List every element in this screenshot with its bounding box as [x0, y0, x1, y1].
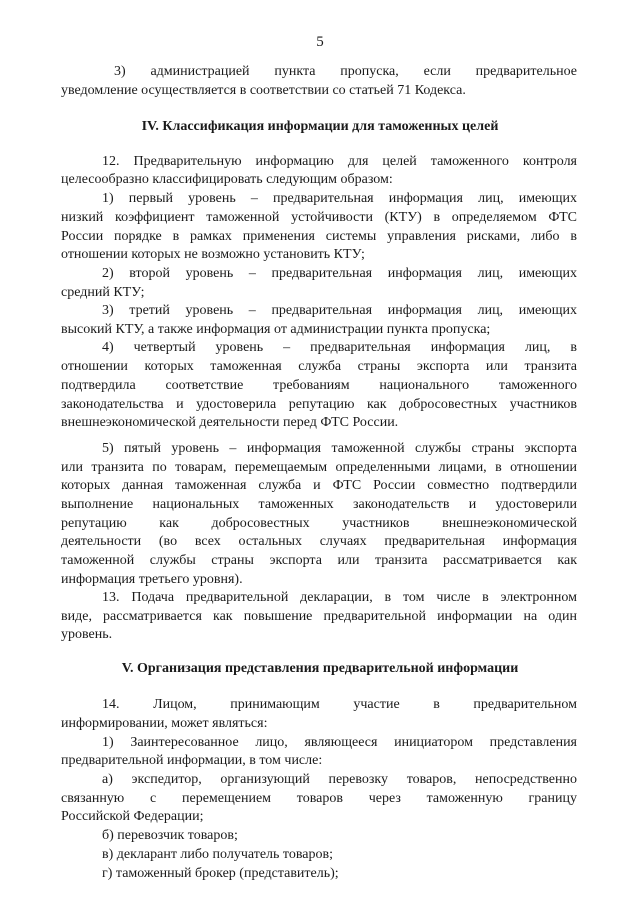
text-line: а) экспедитор, организующий перевозку товаров, непосредственно — [102, 772, 577, 787]
text-line: 3) третий уровень – предварительная информация лиц, имеющих — [102, 303, 577, 318]
text-line: отношении которых не возможно установить КТУ; — [61, 247, 365, 262]
text-line: высокий КТУ, а также информация от администрации пункта пропуска; — [61, 322, 491, 337]
text-line: 1) первый уровень – предварительная информация лиц, имеющих — [102, 191, 577, 206]
text-line: 5) пятый уровень – информация таможенной службы страны экспорта — [102, 441, 577, 456]
text-line: виде, рассматривается как повышение предварительной информации на один — [61, 609, 577, 624]
text-line: или транзита по товарам, перемещаемым определенными лицами, в отношении — [61, 460, 577, 475]
text-line: информация третьего уровня). — [61, 572, 243, 587]
text-line: выполнение национальных таможенных законодательств и удостоверили — [61, 497, 577, 512]
text-line: внешнеэкономической деятельности перед ФТС России. — [61, 415, 399, 430]
text-line: 2) второй уровень – предварительная информация лиц, имеющих — [102, 266, 577, 281]
text-line: б) перевозчик товаров; — [102, 828, 238, 843]
text-line: уровень. — [61, 627, 113, 642]
text-line: которых данная таможенная служба и ФТС России совместно подтвердили — [61, 478, 577, 493]
text-line: г) таможенный брокер (представитель); — [102, 866, 339, 881]
text-line: отношении которых таможенная служба страны экспорта или транзита — [61, 359, 577, 374]
text-line: 3) администрацией пункта пропуска, если предварительное — [114, 64, 577, 79]
text-line: 13. Подача предварительной декларации, в том числе в электронном — [102, 590, 577, 605]
text-line: предварительной информации, в том числе: — [61, 753, 323, 768]
text-line: в) декларант либо получатель товаров; — [102, 847, 333, 862]
text-line: целесообразно классифицировать следующим образом: — [61, 172, 393, 187]
text-line: 14. Лицом, принимающим участие в предварительном — [102, 697, 577, 712]
text-line: деятельности (во всех остальных случаях предварительная информация — [61, 534, 577, 549]
section-heading-v: V. Организация представления предварительной информации — [121, 661, 519, 676]
text-line: России порядке в рамках применения системы управления рисками, либо в — [61, 229, 577, 244]
text-line: связанную с перемещением товаров через таможенную границу — [61, 791, 577, 806]
text-line: низкий коэффициент таможенной устойчивости (КТУ) в определяемом ФТС — [61, 210, 577, 225]
text-line: средний КТУ; — [61, 285, 145, 300]
text-line: 1) Заинтересованное лицо, являющееся инициатором представления — [102, 735, 577, 750]
text-line: 12. Предварительную информацию для целей таможенного контроля — [102, 154, 577, 169]
text-line: Российской Федерации; — [61, 809, 204, 824]
page-number: 5 — [316, 34, 324, 50]
text-line: информировании, может являться: — [61, 716, 268, 731]
text-line: уведомление осуществляется в соответствии со статьей 71 Кодекса. — [61, 83, 466, 98]
text-line: законодательства и удостоверила репутацию как добросовестных участников — [61, 397, 577, 412]
text-line: подтвердила соответствие требованиям национального таможенного — [61, 378, 577, 393]
text-line: репутацию как добросовестных участников внешнеэкономической — [61, 516, 577, 531]
text-line: 4) четвертый уровень – предварительная информация лиц, в — [102, 340, 577, 355]
section-heading-iv: IV. Классификация информации для таможенных целей — [141, 119, 499, 134]
text-line: таможенной службы страны экспорта или транзита рассматривается как — [61, 553, 577, 568]
